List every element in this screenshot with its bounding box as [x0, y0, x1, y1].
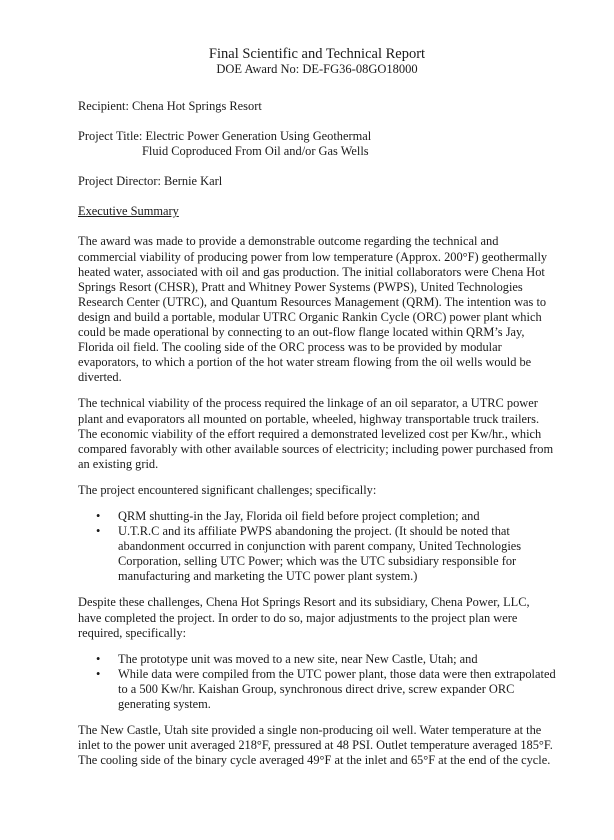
list-item: • The prototype unit was moved to a new site, near New Castle, Utah; and: [96, 651, 478, 666]
paragraph-1: The award was made to provide a demonstrable outcome regarding the technical and commercial viability of producing power from low temperature (Approx. 200°F) geothermally heated water, associated with oil and gas production. The initial collaborators were Chena Hot Springs Resort (CHSR), Pratt and Whitney Power Systems (PWPS), United Technologies Research Center (UTRC), and Quantum Resources Management (QRM). The intention was to design and build a portable, modular UTRC Organic Rankin Cycle (ORC) power plant which could be made operational by connecting to an out-flow flange located within QRM’s Jay, Florida oil field. The cooling side of the ORC process was to be provided by modular evaporators, to which a portion of the hot water stream flowing from the oil wells would be diverted.: [78, 234, 548, 385]
bullet-icon: •: [96, 508, 101, 523]
adjustments-list: [78, 652, 556, 712]
report-header: [78, 47, 556, 77]
challenges-list: [78, 509, 556, 584]
recipient-line: Recipient: Chena Hot Springs Resort: [78, 99, 262, 113]
paragraph-3: The project encountered significant challenges; specifically:: [78, 482, 377, 497]
award-number: DOE Award No: DE-FG36-08GO18000: [216, 62, 418, 76]
project-director-line: Project Director: Bernie Karl: [78, 174, 223, 189]
report-title: Final Scientific and Technical Report: [208, 46, 426, 62]
list-item: • While data were compiled from the UTC power plant, those data were then extrapolated to a 500 Kw/hr. Kaishan Group, synchronous direct drive, screw expander ORC generating system.: [96, 666, 556, 711]
bullet-icon: •: [96, 524, 101, 539]
document-page: [0, 47, 614, 840]
project-title-line1: Project Title: Electric Power Generation Using Geothermal: [78, 129, 372, 144]
bullet-icon: •: [96, 666, 101, 681]
paragraph-2: The technical viability of the process required the linkage of an oil separator, a UTRC power plant and evaporators all mounted on portable, wheeled, highway transportable truck trailers. The economic viability of the effort required a demonstrated levelized cost per Kw/hr., which compared favorably with other available sources of electricity; including power purchased from an existing grid.: [78, 396, 554, 471]
bullet-icon: •: [96, 651, 101, 666]
project-meta: [78, 99, 556, 219]
list-item: • QRM shutting-in the Jay, Florida oil field before project completion; and: [96, 508, 480, 523]
paragraph-5: The New Castle, Utah site provided a single non-producing oil well. Water temperature at the inlet to the power unit averaged 218°F, pressured at 48 PSI. Outlet temperature averaged 185°F. The cooling side of the binary cycle averaged 49°F at the inlet and 65°F at the end of the cycle.: [78, 723, 553, 768]
section-heading: Executive Summary: [78, 204, 179, 219]
paragraph-4: Despite these challenges, Chena Hot Springs Resort and its subsidiary, Chena Power, LLC, have completed the project. In order to do so, major adjustments to the project plan were required, specifically:: [78, 595, 530, 640]
list-item: • U.T.R.C and its affiliate PWPS abandoning the project. (It should be noted that abandonment occurred in conjunction with parent company, United Technologies Corporation, selling UTC Power; which was the UTC subsidiary responsible for manufacturing and marketing the UTC power plant system.): [96, 524, 522, 584]
project-title-line2: Fluid Coproduced From Oil and/or Gas Wells: [142, 144, 369, 159]
